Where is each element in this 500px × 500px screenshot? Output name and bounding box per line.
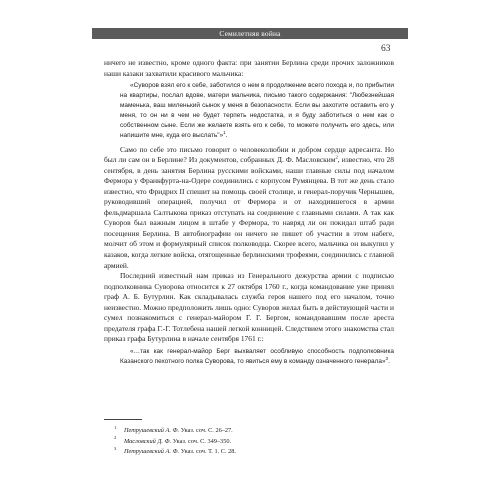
footnote-ref: 1	[223, 129, 226, 135]
footnote-author: Масловский Д. Ф.	[124, 437, 172, 445]
footnote-text: Указ. соч. С. 26–27.	[179, 427, 233, 434]
running-header	[92, 28, 408, 39]
block-quote: «Суворов взял его к себе, заботился о нем в продолжение всего похода и, по прибытии на квартиры, послал вдове, матери мальчика, письмо такого содержания: "Любезнейшая маменька, ваш миленький сынок у меня в безопасности. Если вы захотите оставить его у меня, то он ни в чем не будет терпеть недостатка, и я буду заботиться о нем как о собственном сыне. Если же желаете взять его к себе, то можете получить его здесь, или напишите мне, куда его выслать"»$^1$.	[120, 82, 394, 139]
paragraph-text: Само по себе это письмо говорит о человеколюбии и добром сердце адресанта. Но был ли сам он в Берлине? Из документов, собранных Д. Ф. Масловским	[104, 144, 394, 165]
paragraph	[104, 145, 394, 272]
paragraph: Последний известный нам приказ из Генерального дежурства армии с подписью подполковника Суворова относится к 27 октября 1760 г., когда командование уже принял граф А. Б. Бутурлин. Как складывалась служба героя нашего под его началом, точно неизвестно. Можно предположить лишь одно: Суворов желал быть в действующей части и сумел познакомиться с генерал-майором Г. Г. Бергом, командовавшим после ареста предателя графа Г.-Г. Тотлебена нашей легкой конницей. Следствием этого знакомства стал приказ графа Бутурлина в начале сентября 1761 г.:	[104, 271, 394, 344]
footnote-ref: 2	[335, 154, 338, 160]
footnotes	[104, 426, 394, 458]
footnote-divider	[104, 419, 142, 420]
quote-text: «Суворов взял его к себе, заботился о нем в продолжение всего похода и, по прибытии на квартиры, послал вдове, матери мальчика, письмо такого содержания: "Любезнейшая маменька, ваш миленький сынок у меня в безопасности. Если вы захотите оставить его у меня, то он ни в чем не будет терпеть недостатка, и я буду заботиться о нем как о собственном сыне. Если же желаете взять его к себе, то можете получить его здесь, или напишите мне, куда его выслать"»	[120, 82, 394, 139]
page-body	[104, 58, 394, 371]
paragraph: ничего не известно, кроме одного факта: при занятии Берлина среди прочих заложников наши казаки захватили красивого мальчика:	[104, 58, 394, 78]
page-number: 63	[381, 44, 391, 54]
running-header-title: Семилетняя война	[219, 29, 281, 38]
footnote-author: Петрушевский А. Ф.	[124, 427, 180, 434]
footnote-author: Петрушевский А. Ф.	[124, 448, 180, 455]
footnote: $^1$ Петрушевский А. Ф. Указ. соч. С. 26–27.	[114, 424, 233, 434]
footnote: $^3$ Петрушевский А. Ф. Указ. соч. Т. 1. С. 28.	[114, 445, 236, 455]
footnote-text: Указ. соч. Т. 1. С. 28.	[179, 448, 236, 455]
quote-text: «…так как генерал-майор Берг выхваляет особливую способность подполковника Казанского пехотного полка Суворова, то явиться ему в команду означенного генерала»	[120, 347, 394, 365]
footnote-text: Указ. соч. С. 349–350.	[171, 437, 232, 445]
block-quote: «…так как генерал-майор Берг выхваляет особливую способность подполковника Казанского пехотного полка Суворова, то явиться ему в команду означенного генерала»$^3$.	[120, 347, 394, 365]
footnote-ref: 3	[385, 355, 389, 361]
paragraph-text: , известно, что 28 сентября, в день занятия Берлина русскими войсками, наши главные силы под началом Фермора у Франкфурта-на-Одере соединились с корпусом Румянцева. В тот же день стало известно, что Фридрих II спешит на помощь своей столице, и генерал-поручик Чернышев, руководивший операцией, получил от Фермора и от находившегося в армии фельдмаршала Салтыкова приказ отступать на соединение с главными силами. А так как Суворов был важным лицом в штабе у Фермора, то навряд ли он покидал штаб ради посещения Берлина. В автобиографии он ничего не пишет об участии в этом набеге, молчит об этом и формулярный список полководца. Скорее всего, мальчика он выкупил у казаков, когда легкие войска, отягощенные берлинскими трофеями, соединились с главной армией.	[104, 155, 394, 270]
footnote: $^2$ Масловский Д. Ф. Указ. соч. С. 349–350.	[114, 435, 232, 445]
